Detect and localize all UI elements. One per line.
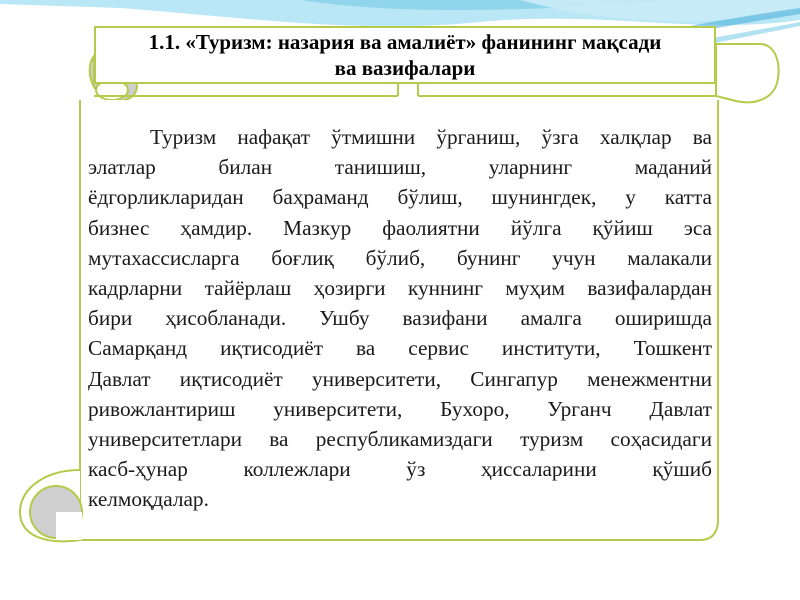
title-banner (94, 26, 716, 84)
body-line: ривожлантириш университети, Бухоро, Урганч Давлат (88, 396, 712, 421)
body-line: Самарқанд иқтисодиёт ва сервис институти, Тошкент (88, 336, 712, 361)
body-line: мутахассисларга боғлиқ бўлиб, бунинг учун малакали (88, 245, 712, 270)
body-line: элатлар билан танишиш, уларнинг маданий (88, 155, 712, 180)
body-line: Давлат иқтисодиёт университети, Сингапур менежментни (88, 366, 712, 391)
body-line: Туризм нафақат ўтмишни ўрганиш, ўзга халқлар ва (150, 125, 712, 149)
body-line: келмоқдалар. (88, 487, 209, 512)
body-paragraph (88, 122, 712, 514)
slide-title-line-1: 1.1. «Туризм: назария ва амалиёт» фанининг мақсади (148, 30, 662, 54)
body-line: кадрларни тайёрлаш ҳозирги куннинг муҳим вазифалардан (88, 275, 712, 300)
body-line: бизнес ҳамдир. Мазкур фаолиятни йўлга қўйиш эса (88, 215, 712, 240)
body-line: ёдгорликларидан баҳраманд бўлиш, шунингдек, у катта (88, 185, 712, 210)
slide-title-line-2: ва вазифалари (334, 56, 476, 80)
body-line: касб-ҳунар коллежлари ўз ҳиссаларини қўшиб (88, 457, 712, 482)
body-line: университетлари ва республикамиздаги туризм соҳасидаги (88, 426, 712, 451)
body-line: бири ҳисобланади. Ушбу вазифани амалга оширишда (88, 306, 712, 331)
